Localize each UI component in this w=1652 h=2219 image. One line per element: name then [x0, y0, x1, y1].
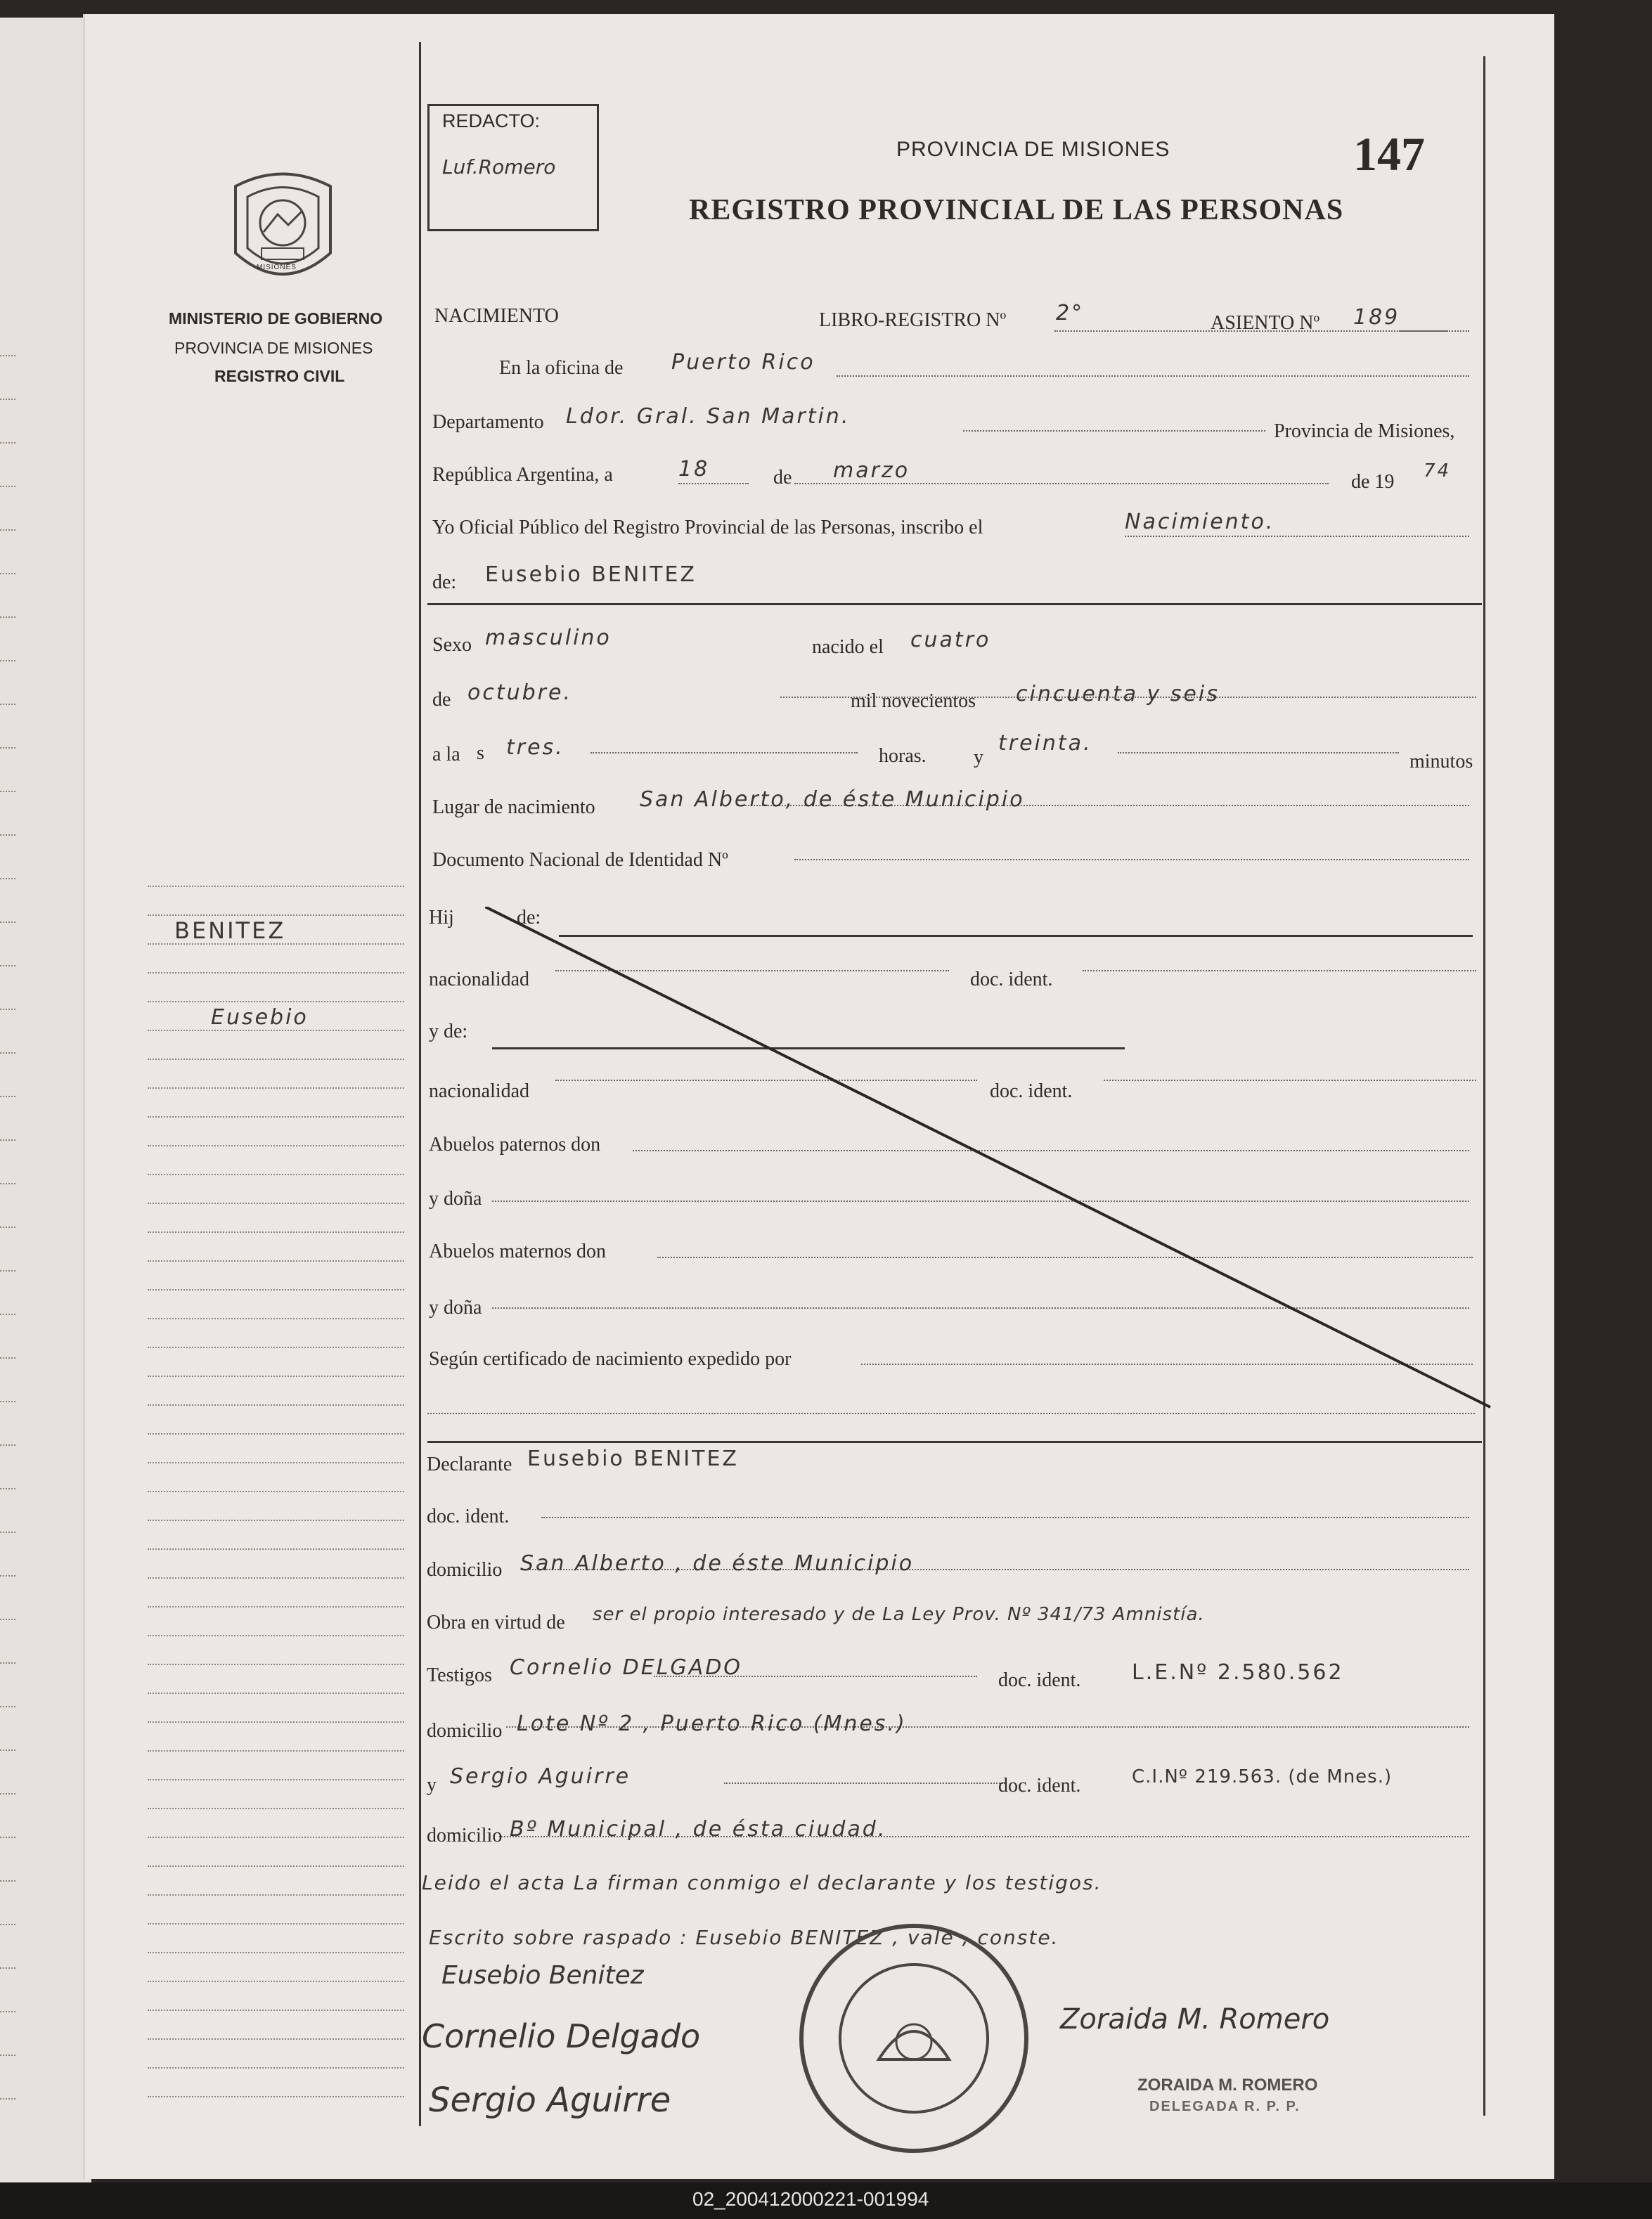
obra-label: Obra en virtud de	[427, 1612, 565, 1633]
lugar-value: San Alberto, de éste Municipio	[640, 787, 1025, 812]
header-province: PROVINCIA DE MISIONES	[896, 138, 1170, 161]
lugar-label: Lugar de nacimiento	[432, 796, 595, 818]
testigo1-signature: Cornelio Delgado	[422, 2017, 701, 2055]
margin-ruled-line	[148, 1462, 404, 1463]
redacto-label: REDACTO:	[442, 110, 541, 131]
margin-surname: BENITEZ	[174, 917, 286, 944]
seal-caption: MISIONES	[257, 264, 297, 271]
adjacent-page-dot	[0, 486, 15, 487]
margin-ruled-line	[148, 1894, 404, 1896]
y-dona-label: y doña	[429, 1188, 482, 1210]
ala-label: a la	[432, 744, 460, 765]
margin-ruled-line	[148, 1260, 404, 1262]
birth-de-label: de	[432, 689, 451, 711]
form-dotted-line	[963, 430, 1265, 432]
official-signature: Zoraida M. Romero	[1060, 2003, 1330, 2036]
margin-ruled-line	[148, 1520, 404, 1521]
form-dotted-line	[541, 1517, 1469, 1518]
year-label: de 19	[1351, 471, 1395, 493]
republica-label: República Argentina, a	[432, 464, 613, 486]
adjacent-page-dot	[0, 921, 15, 923]
testigo1-name: Cornelio DELGADO	[510, 1655, 742, 1680]
margin-ruled-line	[148, 1750, 404, 1752]
form-dotted-line	[794, 483, 1329, 484]
adjacent-page-dot	[0, 616, 15, 618]
doc-ident-label: doc. ident.	[970, 969, 1053, 990]
adjacent-page-dot	[0, 1096, 15, 1097]
mil-label: mil novecientos	[851, 690, 976, 712]
name-value: Eusebio BENITEZ	[485, 562, 697, 587]
libro-value: 2°	[1056, 301, 1085, 325]
adjacent-page-dot	[0, 1052, 15, 1054]
declarante-value: Eusebio BENITEZ	[527, 1447, 739, 1471]
adjacent-page-dot	[0, 1532, 15, 1533]
adjacent-page-dot	[0, 1619, 15, 1620]
minutos-label: minutos	[1409, 751, 1473, 772]
de-name-label: de:	[432, 571, 457, 593]
testigo2-domicilio: Bº Municipal , de ésta ciudad.	[510, 1817, 887, 1842]
margin-ruled-line	[148, 914, 404, 916]
header-registry: REGISTRO PROVINCIAL DE LAS PERSONAS	[689, 194, 1344, 226]
adjacent-page-dot	[0, 2098, 15, 2100]
margin-given-name: Eusebio	[211, 1005, 309, 1030]
minute-value: treinta.	[998, 731, 1092, 756]
testigos-label: Testigos	[427, 1664, 492, 1686]
birth-year-value: cincuenta y seis	[1016, 682, 1220, 706]
record-type-label: NACIMIENTO	[434, 305, 559, 327]
adjacent-page-dot	[0, 1183, 15, 1184]
adjacent-page	[0, 18, 91, 2182]
form-dotted-line	[591, 752, 858, 753]
adjacent-page-dot	[0, 834, 15, 836]
sexo-value: masculino	[485, 626, 612, 650]
adjacent-page-dot	[0, 1357, 15, 1359]
adjacent-page-dot	[0, 1009, 15, 1010]
obra-value: ser el propio interesado y de La Ley Prov. Nº 341/73 Amnistía.	[593, 1604, 1205, 1625]
form-dotted-line	[837, 375, 1469, 377]
departamento-value: Ldor. Gral. San Martin.	[566, 404, 851, 429]
testigo2-doc: C.I.Nº 219.563. (de Mnes.)	[1132, 1766, 1393, 1787]
horas-label: horas.	[879, 745, 927, 767]
margin-ruled-line	[148, 1721, 404, 1723]
margin-ruled-line	[148, 1865, 404, 1867]
dni-label: Documento Nacional de Identidad Nº	[432, 849, 728, 871]
adjacent-page-dot	[0, 2055, 15, 2056]
margin-ruled-line	[148, 1664, 404, 1665]
margin-ruled-line	[148, 1693, 404, 1694]
adjacent-page-dot	[0, 529, 15, 531]
round-stamp-icon	[794, 1919, 1033, 2158]
margin-ruled-line	[148, 1376, 404, 1377]
margin-ruled-line	[148, 1116, 404, 1118]
adjacent-page-dot	[0, 791, 15, 792]
margin-ruled-line	[148, 1808, 404, 1809]
adjacent-page-dot	[0, 878, 15, 879]
official-stamp-name: ZORAIDA M. ROMERO	[1137, 2076, 1318, 2095]
year-value: 74	[1424, 460, 1452, 481]
testigo2-name: Sergio Aguirre	[450, 1764, 631, 1789]
margin-ruled-line	[148, 1837, 404, 1838]
margin-ruled-line	[148, 1404, 404, 1406]
domicilio-value: San Alberto , de éste Municipio	[520, 1551, 915, 1576]
margin-ruled-line	[148, 1318, 404, 1319]
margin-ruled-line	[148, 1087, 404, 1089]
doc-ident-label-3: doc. ident.	[427, 1506, 510, 1527]
yo-value: Nacimiento.	[1125, 510, 1275, 534]
declarante-label: Declarante	[427, 1454, 512, 1475]
month-value: marzo	[833, 458, 910, 483]
domicilio-label: domicilio	[427, 1559, 503, 1581]
margin-ruled-line	[148, 1001, 404, 1002]
margin-ruled-line	[148, 886, 404, 887]
margin-ruled-line	[148, 1923, 404, 1924]
adjacent-page-dot	[0, 1270, 15, 1272]
form-dotted-line	[794, 859, 1469, 860]
y-de-label: y de:	[429, 1021, 468, 1042]
adjacent-page-dot	[0, 399, 15, 400]
margin-ruled-line	[148, 2038, 404, 2040]
nacionalidad-label-2: nacionalidad	[429, 1080, 530, 1102]
form-dotted-line	[427, 1413, 1475, 1414]
form-dotted-line	[1399, 330, 1469, 332]
birth-month-value: octubre.	[467, 680, 572, 705]
adjacent-page-dot	[0, 1880, 15, 1882]
margin-ruled-line	[148, 972, 404, 973]
sexo-label: Sexo	[432, 634, 472, 656]
province-label: PROVINCIA DE MISIONES	[174, 339, 373, 357]
margin-ruled-line	[148, 1491, 404, 1492]
adjacent-page-dot	[0, 442, 15, 444]
adjacent-page-dot	[0, 1749, 15, 1751]
adjacent-page-dot	[0, 1401, 15, 1402]
adjacent-page-dot	[0, 1575, 15, 1577]
ala-suffix: s	[477, 742, 484, 764]
libro-label: LIBRO-REGISTRO Nº	[819, 309, 1007, 331]
margin-ruled-line	[148, 1635, 404, 1636]
nacido-value: cuatro	[910, 628, 991, 652]
abuelos-maternos-label: Abuelos maternos don	[429, 1241, 606, 1262]
margin-ruled-line	[148, 1231, 404, 1233]
adjacent-page-dot	[0, 1967, 15, 1969]
form-dotted-line	[724, 1783, 1005, 1784]
form-solid-line	[427, 603, 1482, 605]
margin-ruled-line	[148, 1059, 404, 1060]
nacido-label: nacido el	[812, 636, 884, 658]
hij-de-label: de:	[517, 907, 541, 929]
nacionalidad-label: nacionalidad	[429, 969, 530, 990]
adjacent-page-dot	[0, 1706, 15, 1707]
margin-ruled-line	[148, 1606, 404, 1607]
declarante-signature: Eusebio Benitez	[441, 1961, 644, 1990]
margin-ruled-line	[148, 1347, 404, 1348]
margin-ruled-line	[148, 1548, 404, 1550]
adjacent-page-dot	[0, 1314, 15, 1315]
margin-ruled-line	[148, 1030, 404, 1031]
adjacent-page-dot	[0, 1793, 15, 1794]
domicilio-label-3: domicilio	[427, 1825, 503, 1846]
doc-ident-label-4: doc. ident.	[998, 1669, 1081, 1691]
adjacent-page-dot	[0, 2011, 15, 2012]
official-stamp-role: DELEGADA R. P. P.	[1149, 2099, 1301, 2114]
adjacent-page-dot	[0, 1444, 15, 1446]
redacto-box	[427, 104, 599, 231]
form-dotted-line	[1118, 752, 1399, 753]
caption-bar	[0, 2182, 1652, 2219]
doc-ident-label-2: doc. ident.	[990, 1080, 1073, 1102]
margin-ruled-line	[148, 1952, 404, 1953]
margin-ruled-line	[148, 1981, 404, 1982]
form-dotted-line	[1125, 536, 1469, 537]
margin-ruled-line	[148, 1779, 404, 1780]
margin-ruled-line	[148, 1203, 404, 1204]
yo-label: Yo Oficial Público del Registro Provincial de las Personas, inscribo el	[432, 517, 983, 538]
y-dona-label-2: y doña	[429, 1297, 482, 1319]
margin-ruled-line	[148, 2067, 404, 2069]
de-month-label: de	[773, 467, 792, 489]
domicilio-label-2: domicilio	[427, 1720, 503, 1742]
adjacent-page-dot	[0, 1837, 15, 1838]
redacto-signature: Luf.Romero	[442, 155, 556, 179]
margin-ruled-line	[148, 2096, 404, 2097]
adjacent-page-dot	[0, 1662, 15, 1664]
day-value: 18	[678, 457, 710, 481]
hij-label: Hij	[429, 907, 454, 929]
province-seal-icon	[225, 165, 341, 292]
margin-ruled-line	[148, 1289, 404, 1290]
asiento-value: 189	[1353, 305, 1400, 330]
departamento-label: Departamento	[432, 411, 544, 433]
hour-value: tres.	[506, 735, 564, 760]
margin-ruled-line	[148, 1145, 404, 1146]
image-caption: 02_200412000221-001994	[692, 2188, 929, 2210]
form-solid-line	[427, 1441, 1482, 1443]
form-dotted-line	[678, 483, 749, 484]
ministry-label: MINISTERIO DE GOBIERNO	[169, 309, 383, 328]
margin-ruled-line	[148, 1174, 404, 1175]
adjacent-page-dot	[0, 573, 15, 574]
adjacent-page-dot	[0, 660, 15, 661]
margin-ruled-line	[148, 1577, 404, 1579]
adjacent-page-dot	[0, 1488, 15, 1489]
leido-text: Leido el acta La firman conmigo el declarante y los testigos.	[422, 1871, 1102, 1894]
provincia-label: Provincia de Misiones,	[1274, 420, 1455, 442]
testigo2-signature: Sergio Aguirre	[429, 2081, 671, 2120]
adjacent-page-dot	[0, 704, 15, 705]
segun-label: Según certificado de nacimiento expedido por	[429, 1348, 792, 1370]
office-field-label: En la oficina de	[499, 357, 624, 379]
abuelos-paternos-label: Abuelos paternos don	[429, 1134, 601, 1156]
adjacent-page-dot	[0, 747, 15, 749]
y-testigo-label: y	[427, 1774, 437, 1796]
escrito-text: Escrito sobre raspado : Eusebio BENITEZ , vale , conste.	[429, 1926, 1059, 1949]
margin-ruled-line	[148, 2010, 404, 2011]
doc-ident-label-5: doc. ident.	[998, 1775, 1081, 1797]
testigo1-domicilio: Lote Nº 2 , Puerto Rico (Mnes.)	[517, 1712, 907, 1736]
adjacent-page-dot	[0, 355, 15, 356]
office-field-value: Puerto Rico	[671, 350, 815, 375]
y-minutes-label: y	[974, 746, 983, 768]
asiento-label: ASIENTO Nº	[1211, 312, 1320, 334]
adjacent-page-dot	[0, 1139, 15, 1141]
adjacent-page-dot	[0, 1227, 15, 1228]
page-number: 147	[1353, 127, 1425, 181]
column-divider	[419, 42, 421, 2126]
testigo1-doc: L.E.Nº 2.580.562	[1132, 1660, 1344, 1685]
margin-ruled-line	[148, 1433, 404, 1435]
adjacent-page-dot	[0, 1924, 15, 1925]
office-label: REGISTRO CIVIL	[214, 367, 345, 385]
adjacent-page-dot	[0, 965, 15, 966]
